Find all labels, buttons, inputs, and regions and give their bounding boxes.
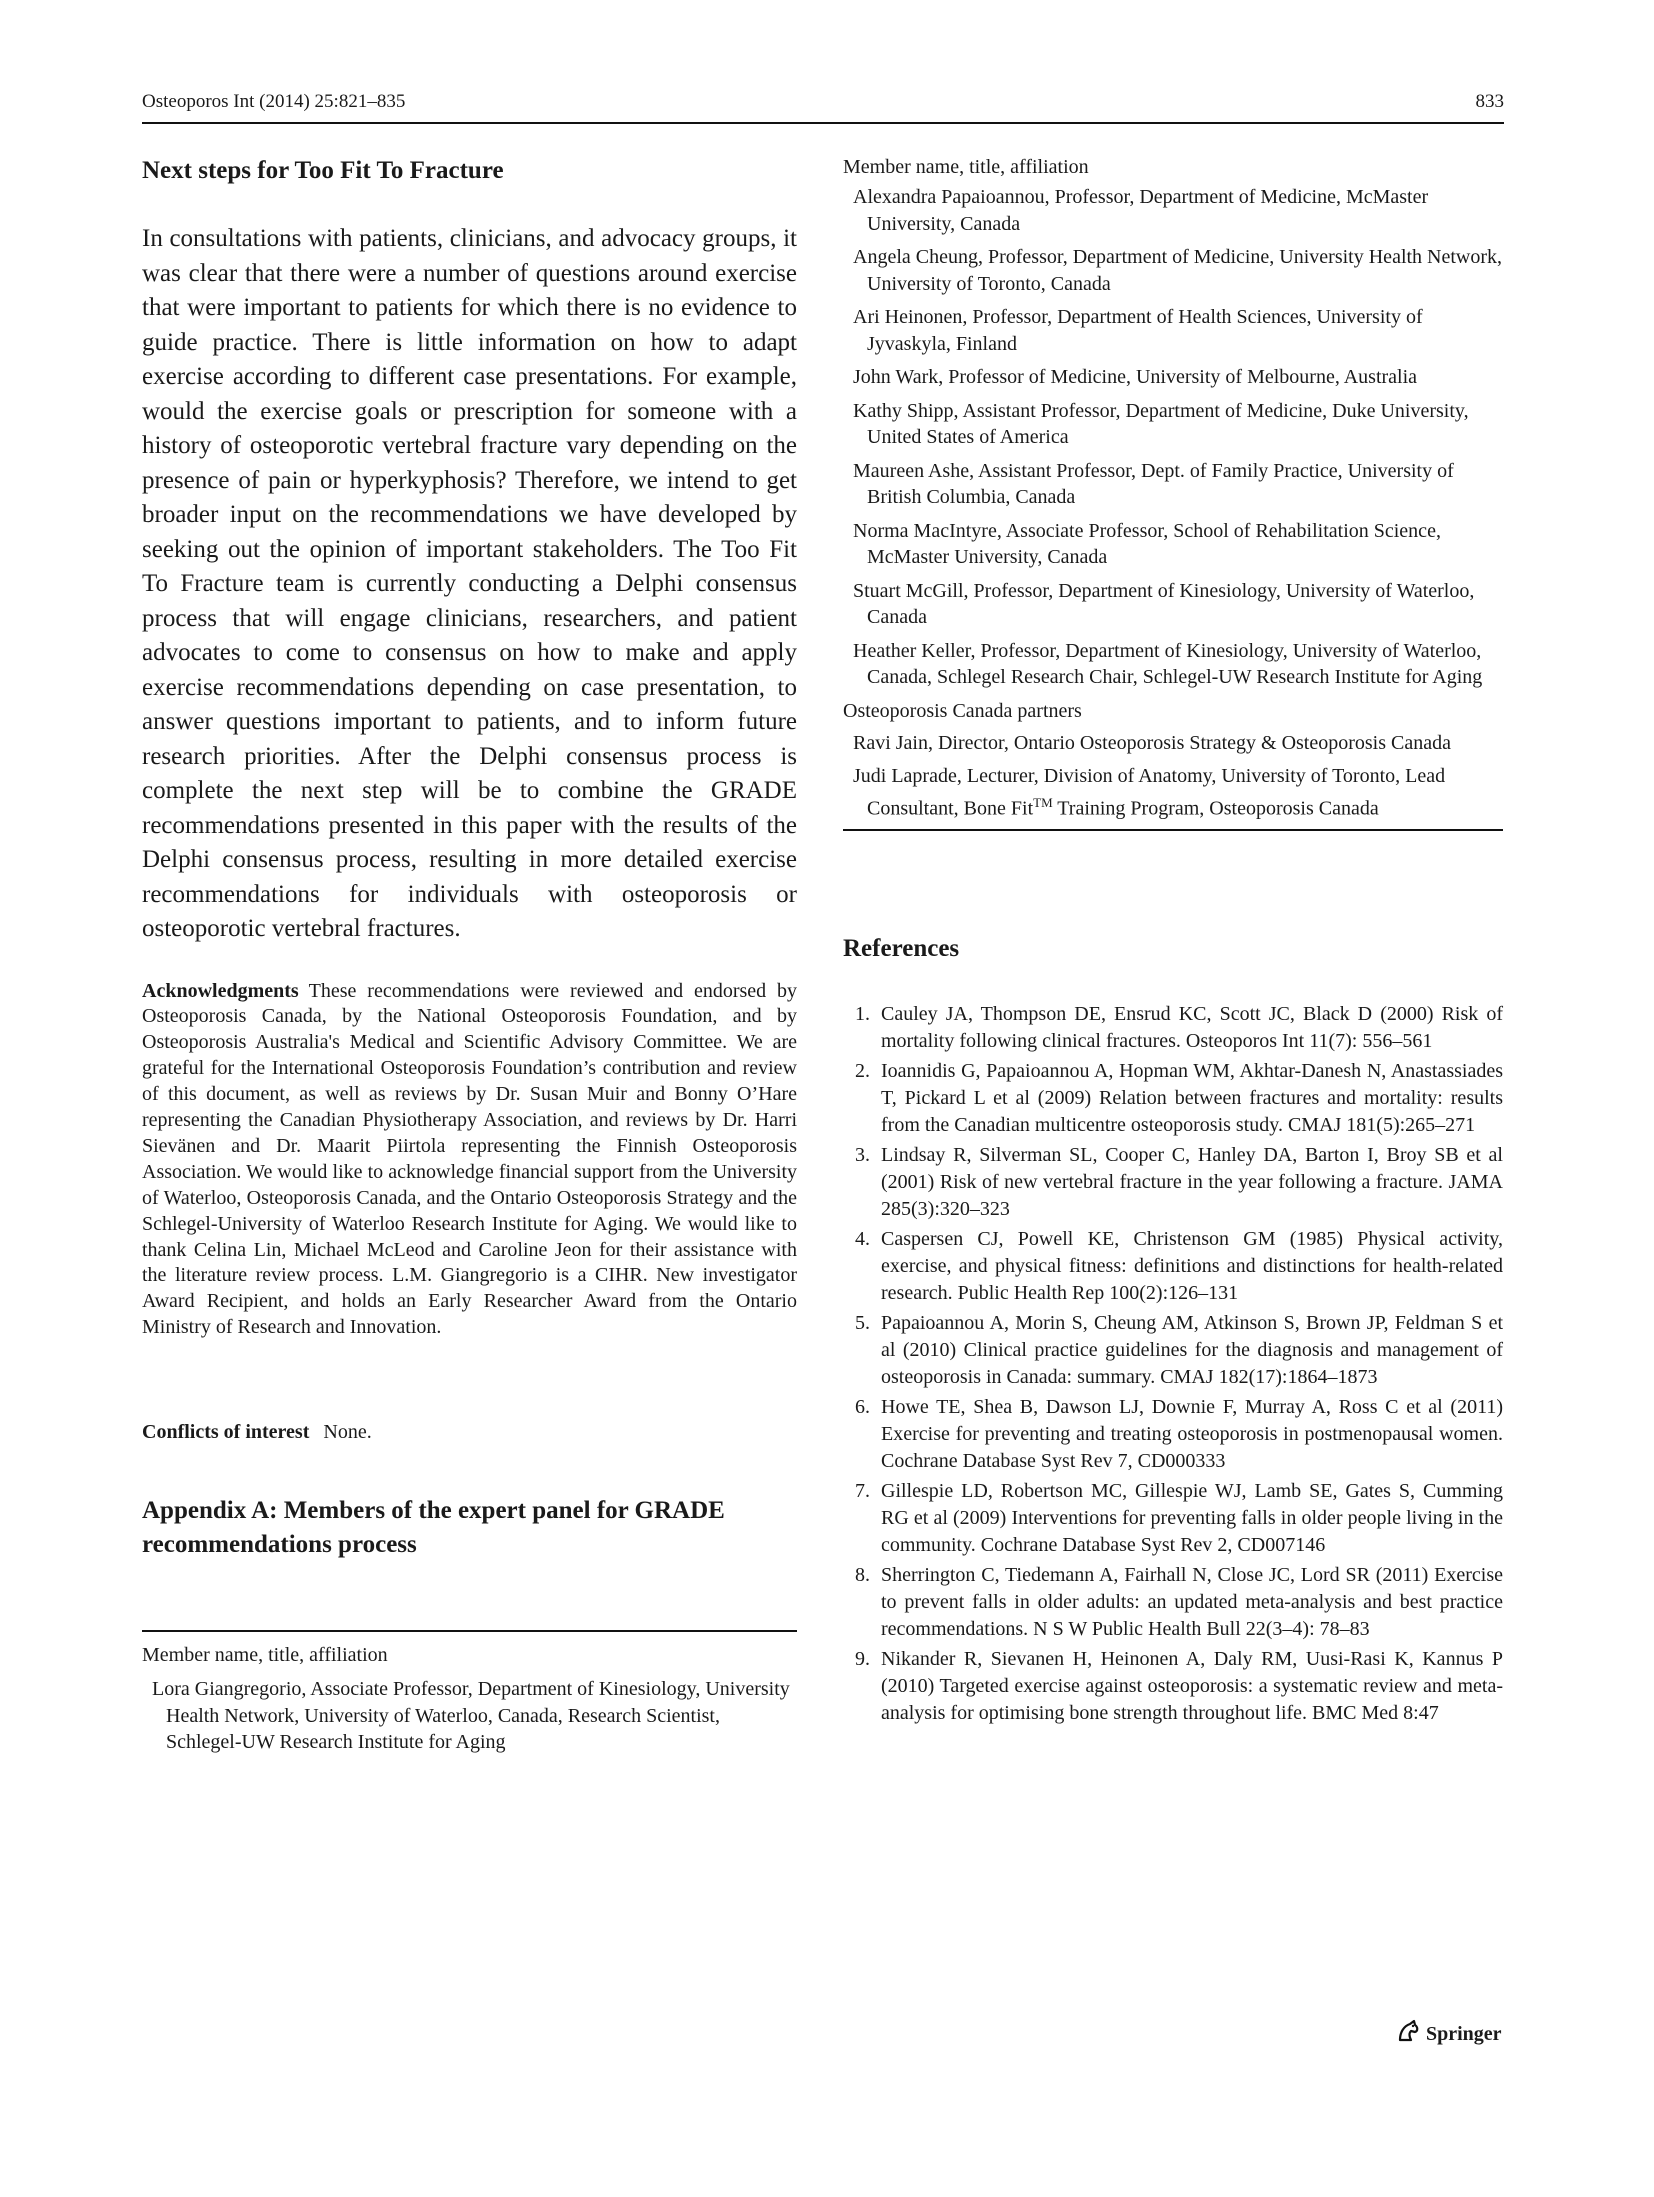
reference-number: 9. [855, 1647, 870, 1670]
reference-text: Howe TE, Shea B, Dawson LJ, Downie F, Murray A, Ross C et al (2011) Exercise for preventing and treating osteoporosis in postmenopausal women. Cochrane Database Syst Rev 7, CD000333 [881, 1395, 1503, 1472]
member-entry: Ari Heinonen, Professor, Department of Health Sciences, University of Jyvaskyla, Finland [853, 306, 1423, 355]
reference-text: Caspersen CJ, Powell KE, Christenson GM (1985) Physical activity, exercise, and physical fitness: definitions and distinctions for health-related research. Public Health Rep 100(2):126–131 [881, 1227, 1503, 1304]
reference-item [843, 1142, 1503, 1223]
member-entry: Stuart McGill, Professor, Department of Kinesiology, University of Waterloo, Canada [853, 579, 1475, 628]
table-top-rule [142, 1630, 797, 1632]
partner-text: Training Program, Osteoporosis Canada [1052, 797, 1379, 820]
springer-logo [1396, 2018, 1502, 2050]
reference-number: 7. [855, 1479, 870, 1502]
member-column-header-right: Member name, title, affiliation [843, 156, 1089, 178]
right-column [843, 154, 1503, 1730]
reference-text: Sherrington C, Tiedemann A, Fairhall N, Close JC, Lord SR (2011) Exercise to prevent falls in older adults: an updated meta-analysis and best practice recommendations. N S W Public Health Bull 22(3–4): 78–83 [881, 1563, 1503, 1640]
left-member-list [142, 1676, 797, 1756]
table-bottom-rule [843, 829, 1503, 831]
partners-list [843, 730, 1503, 822]
reference-item [843, 1001, 1503, 1055]
partners-label: Osteoporosis Canada partners [843, 699, 1082, 722]
references-heading: References [843, 934, 960, 962]
left-column [142, 156, 797, 1763]
reference-number: 3. [855, 1143, 870, 1166]
member-entry: Alexandra Papaioannou, Professor, Department of Medicine, McMaster University, Canada [853, 186, 1429, 235]
reference-number: 4. [855, 1227, 870, 1250]
reference-text: Nikander R, Sievanen H, Heinonen A, Daly RM, Uusi-Rasi K, Kannus P (2010) Targeted exercise against osteoporosis: a systematic review and meta-analysis for optimising bone strength throughout life. BMC Med 8:47 [881, 1647, 1503, 1724]
next-steps-heading: Next steps for Too Fit To Fracture [142, 157, 504, 184]
right-member-list [843, 184, 1503, 691]
reference-text: Cauley JA, Thompson DE, Ensrud KC, Scott JC, Black D (2000) Risk of mortality following clinical fractures. Osteoporos Int 11(7): 556–561 [881, 1002, 1503, 1052]
reference-item [843, 1058, 1503, 1139]
member-entry: John Wark, Professor of Medicine, University of Melbourne, Australia [853, 366, 1418, 388]
reference-number: 1. [855, 1002, 870, 1025]
partner-entry [843, 763, 1503, 822]
reference-number: 8. [855, 1563, 870, 1586]
member-entry: Angela Cheung, Professor, Department of Medicine, University Health Network, University of Toronto, Canada [853, 246, 1503, 295]
reference-item [843, 1646, 1503, 1727]
member-entry: Norma MacIntyre, Associate Professor, School of Rehabilitation Science, McMaster University, Canada [853, 519, 1441, 568]
reference-item [843, 1226, 1503, 1307]
reference-number: 6. [855, 1395, 870, 1418]
acknowledgments-text: These recommendations were reviewed and endorsed by Osteoporosis Canada, by the National Osteoporosis Foundation, and by Osteoporosis Australia's Medical and Scientific Advisory Committee. We are grateful for the International Osteoporosis Foundation’s contribution and review of this document, as well as reviews by Dr. Susan Muir and Bonny O’Hare representing the Canadian Physiotherapy Association, and reviews by Dr. Harri Sievänen and Dr. Maarit Piirtola representing the Finnish Osteoporosis Association. We would like to acknowledge financial support from the University of Waterloo, Osteoporosis Canada, and the Ontario Osteoporosis Strategy and the Schlegel-University of Waterloo Research Institute for Aging. We would like to thank Celina Lin, Michael McLeod and Caroline Jeon for their assistance with the literature review process. L.M. Giangregorio is a CIHR. New investigator Award Recipient, and holds an Early Researcher Award from the Ontario Ministry of Research and Innovation. [142, 979, 797, 1339]
page-number: 833 [1475, 91, 1504, 112]
member-entry: Kathy Shipp, Assistant Professor, Department of Medicine, Duke University, United States of America [853, 399, 1469, 448]
reference-item [843, 1394, 1503, 1475]
member-entry: Maureen Ashe, Assistant Professor, Dept. of Family Practice, University of British Columbia, Canada [853, 459, 1454, 508]
reference-list [843, 1001, 1503, 1727]
reference-item [843, 1562, 1503, 1643]
journal-citation: Osteoporos Int (2014) 25:821–835 [142, 91, 406, 112]
reference-text: Lindsay R, Silverman SL, Cooper C, Hanley DA, Barton I, Broy SB et al (2001) Risk of new vertebral fracture in the year following a fracture. JAMA 285(3):320–323 [881, 1143, 1503, 1220]
appendix-title: Appendix A: Members of the expert panel for GRADE recommendations process [142, 1497, 725, 1559]
member-entry: Heather Keller, Professor, Department of Kinesiology, University of Waterloo, Canada, Schlegel Research Chair, Schlegel-UW Research Institute for Aging [853, 639, 1483, 688]
springer-wordmark: Springer [1426, 2022, 1502, 2045]
member-entry: Lora Giangregorio, Associate Professor, Department of Kinesiology, University Health Network, University of Waterloo, Canada, Research Scientist, Schlegel-UW Research Institute for Aging [152, 1678, 790, 1754]
reference-item [843, 1310, 1503, 1391]
next-steps-body: In consultations with patients, clinicians, and advocacy groups, it was clear that there were a number of questions around exercise that were important to patients for which there is no evidence to guide practice. There is little information on how to adapt exercise according to different case presentations. For example, would the exercise goals or prescription for someone with a history of osteoporotic vertebral fracture vary depending on the presence of pain or hyperkyphosis? Therefore, we intend to get broader input on the recommendations we have developed by seeking out the opinion of important stakeholders. The Too Fit To Fracture team is currently conducting a Delphi consensus process that will engage clinicians, researchers, and patient advocates to come to consensus on how to make and apply exercise recommendations depending on case presentation, to answer questions important to patients, and to inform future research priorities. After the Delphi consensus process is complete the next step will be to combine the GRADE recommendations presented in this paper with the results of the Delphi consensus process, resulting in more detailed exercise recommendations for individuals with osteoporosis or osteoporotic vertebral fractures. [142, 225, 797, 942]
reference-number: 2. [855, 1059, 870, 1082]
member-column-header-left: Member name, title, affiliation [142, 1644, 388, 1667]
partner-text: Judi Laprade, Lecturer, Division of Anatomy, University of Toronto, Lead Consultant, Bone Fit [853, 765, 1446, 820]
partner-entry: Ravi Jain, Director, Ontario Osteoporosis Strategy & Osteoporosis Canada [853, 731, 1451, 754]
conflicts-text: None. [323, 1421, 372, 1444]
conflicts-of-interest [142, 1421, 797, 1444]
running-header [142, 88, 1504, 124]
trademark-superscript: TM [1033, 794, 1053, 810]
acknowledgments-label: Acknowledgments [142, 979, 299, 1002]
reference-text: Papaioannou A, Morin S, Cheung AM, Atkinson S, Brown JP, Feldman S et al (2010) Clinical practice guidelines for the diagnosis and management of osteoporosis in Canada: summary. CMAJ 182(17):1864–1873 [881, 1311, 1503, 1388]
springer-horse-icon [1396, 2018, 1422, 2050]
reference-text: Ioannidis G, Papaioannou A, Hopman WM, Akhtar-Danesh N, Anastassiades T, Pickard L et al (2009) Relation between fractures and mortality: results from the Canadian multicentre osteoporosis study. CMAJ 181(5):265–271 [881, 1059, 1503, 1136]
conflicts-label: Conflicts of interest [142, 1421, 310, 1444]
reference-number: 5. [855, 1311, 870, 1334]
reference-text: Gillespie LD, Robertson MC, Gillespie WJ, Lamb SE, Gates S, Cumming RG et al (2009) Interventions for preventing falls in older people living in the community. Cochrane Database Syst Rev 2, CD007146 [881, 1479, 1503, 1556]
reference-item [843, 1478, 1503, 1559]
acknowledgments [142, 979, 797, 1342]
